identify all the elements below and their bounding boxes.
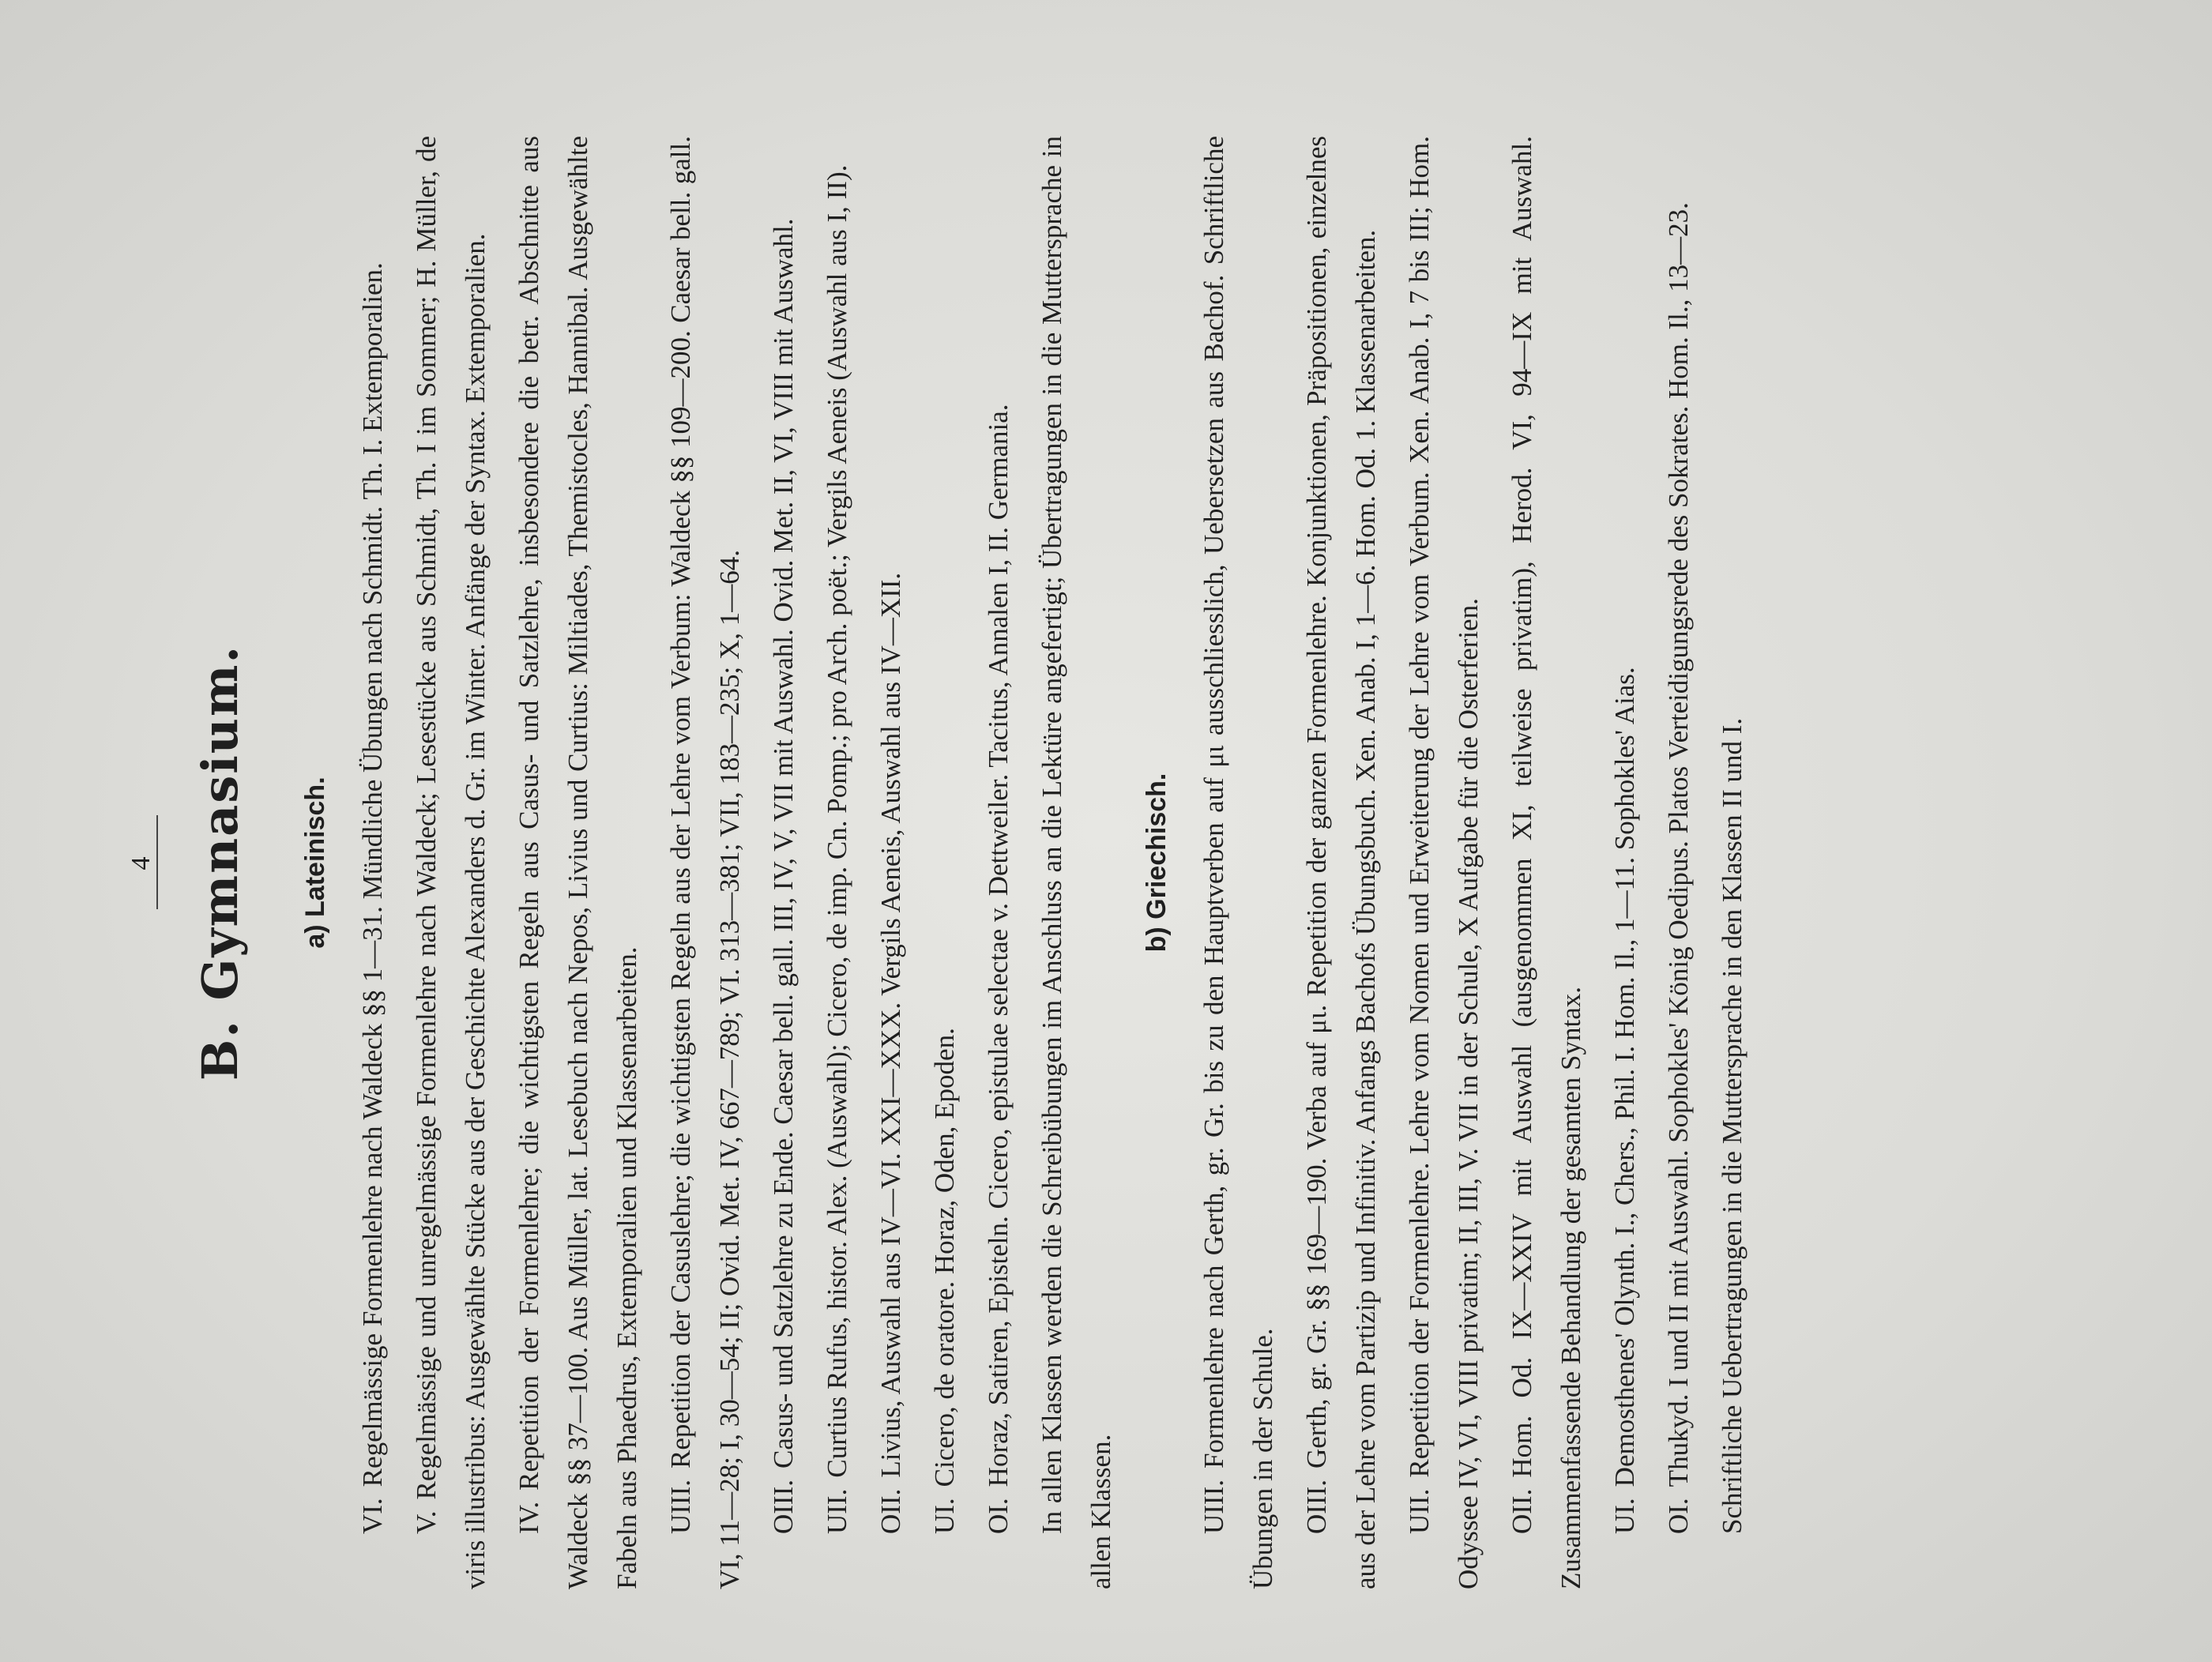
entry-text: Schriftliche Uebertragungen in die Muttersprache in den Klassen II und I. — [1717, 717, 1747, 1534]
class-label: UII. — [822, 1488, 852, 1534]
class-label: UI. — [1609, 1498, 1640, 1534]
class-label: IV. — [514, 1501, 544, 1534]
latin-entry — [402, 136, 500, 1589]
entry-text: Gerth, gr. Gr. §§ 169—190. Verba auf μι. Repetition der ganzen Formenlehre. Konjunktionen, Präpositionen, einzelnes aus der Lehre vom Partizip und Infinitiv. Anfangs Bachofs Übungsbuch. Xen. Anab. I, 1—6. Hom. Od. 1. Klassenarbeiten. — [1301, 136, 1381, 1589]
class-label: OI. — [1663, 1498, 1694, 1534]
latin-entry — [974, 136, 1023, 1589]
greek-entries — [1190, 136, 1757, 1589]
page-number: 4 — [126, 88, 158, 1637]
section-heading-greek: b) Griechisch. — [1142, 773, 1172, 953]
class-label: UIII. — [665, 1480, 696, 1534]
latin-entry — [759, 136, 808, 1589]
entry-text: Regelmässige Formenlehre nach Waldeck §§ 1—31. Mündliche Übungen nach Schmidt. Th. I. Extemporalien. — [357, 262, 388, 1487]
entry-text: Livius, Auswahl aus IV—VI. XXI—XXX. Vergils Aeneis, Auswahl aus IV—XII. — [875, 572, 906, 1478]
greek-entry — [1601, 136, 1650, 1589]
greek-summary — [1708, 136, 1757, 1589]
entry-text: Demosthenes' Olynth. I., Chers., Phil. I. Hom. Il., 1—11. Sophokles' Aias. — [1609, 667, 1640, 1487]
latin-entries — [348, 136, 1126, 1589]
class-label: UI. — [929, 1498, 960, 1534]
entry-text: Casus- und Satzlehre zu Ende. Caesar bell. gall. III, IV, V, VII mit Auswahl. Ovid. Met. II, VI, VIII mit Auswahl. — [768, 218, 799, 1468]
page-title: B. Gymnasium. — [191, 644, 249, 1081]
page-body — [284, 136, 1762, 1589]
class-label: OII. — [1507, 1488, 1537, 1534]
class-label: V. — [411, 1510, 442, 1534]
greek-entry — [1395, 136, 1493, 1589]
latin-entry — [656, 136, 754, 1589]
entry-text: Formenlehre nach Gerth, gr. Gr. bis zu den Hauptverben auf μι ausschliesslich, Uebersetzen aus Bachof. Schriftliche Übungen in der Schule. — [1198, 136, 1278, 1589]
section-heading-latin: a) Lateinisch. — [300, 776, 330, 949]
latin-entry — [867, 136, 916, 1589]
greek-entry — [1292, 136, 1390, 1589]
latin-summary — [1028, 136, 1126, 1589]
class-label: VI. — [357, 1498, 388, 1534]
greek-entry — [1498, 136, 1596, 1589]
class-label: OI. — [983, 1498, 1014, 1534]
entry-text: Repetition der Formenlehre. Lehre vom Nomen und Erweiterung der Lehre vom Verbum. Xen. Anab. I, 7 bis III; Hom. Odyssee IV, VI, VIII privatim; II, III, V. VII in der Schule, X Aufgabe für die Osterferien. — [1404, 136, 1484, 1589]
class-label: OIII. — [768, 1480, 799, 1534]
latin-entry — [920, 136, 969, 1589]
greek-entry — [1654, 136, 1703, 1589]
latin-entry — [348, 136, 397, 1589]
entry-text: Repetition der Formenlehre; die wichtigsten Regeln aus Casus- und Satzlehre, insbesondere die betr. Abschnitte aus Waldeck §§ 37—100. Aus Müller, lat. Lesebuch nach Nepos, Livius und Curtius: Miltiades, Themistocles, Hannibal. Ausgewählte Fabeln aus Phaedrus, Extemporalien und Klassenarbeiten. — [514, 136, 642, 1589]
greek-entry — [1190, 136, 1288, 1589]
entry-text: Repetition der Casuslehre; die wichtigsten Regeln aus der Lehre vom Verbum: Waldeck §§ 109—200. Caesar bell. gall. VI, 11—28; I, 30—54; II; Ovid. Met. IV, 667—789; VI. 313—381; VII, 183—235; X, 1—64. — [665, 136, 745, 1589]
class-label: OII. — [875, 1488, 906, 1534]
class-label: UII. — [1404, 1488, 1435, 1534]
latin-entry — [813, 136, 862, 1589]
entry-text: Cicero, de oratore. Horaz, Oden, Epoden. — [929, 1028, 960, 1487]
entry-text: Regelmässige und unregelmässige Formenlehre nach Waldeck; Lesestücke aus Schmidt, Th. I im Sommer; H. Müller, de viris illustribus: Ausgewählte Stücke aus der Geschichte Alexanders d. Gr. im Winter. Anfänge der Syntax. Extemporalien. — [411, 136, 491, 1589]
rotated-text-frame — [126, 88, 2149, 1637]
entry-text: Curtius Rufus, histor. Alex. (Auswahl); Cicero, de imp. Cn. Pomp.; pro Arch. poët.; Vergils Aeneis (Auswahl aus I, II). — [822, 164, 852, 1478]
entry-text: Horaz, Satiren, Episteln. Cicero, epistulae selectae v. Dettweiler. Tacitus, Annalen I, II. Germania. — [983, 404, 1014, 1487]
entry-text: Thukyd. I und II mit Auswahl. Sophokles' König Oedipus. Platos Verteidigungsrede des Sokrates. Hom. Il., 13—23. — [1663, 202, 1694, 1487]
entry-text: In allen Klassen werden die Schreibübungen im Anschluss an die Lektüre angefertigt; Übertragungen in die Muttersprache in allen Klassen. — [1036, 136, 1116, 1589]
class-label: UIII. — [1198, 1480, 1229, 1534]
latin-entry — [505, 136, 652, 1589]
entry-text: Hom. Od. IX—XXIV mit Auswahl (ausgenommen XI, teilweise privatim), Herod. VI, 94—IX mit Auswahl. Zusammenfassende Behandlung der gesamten Syntax. — [1507, 136, 1586, 1589]
class-label: OIII. — [1301, 1480, 1332, 1534]
